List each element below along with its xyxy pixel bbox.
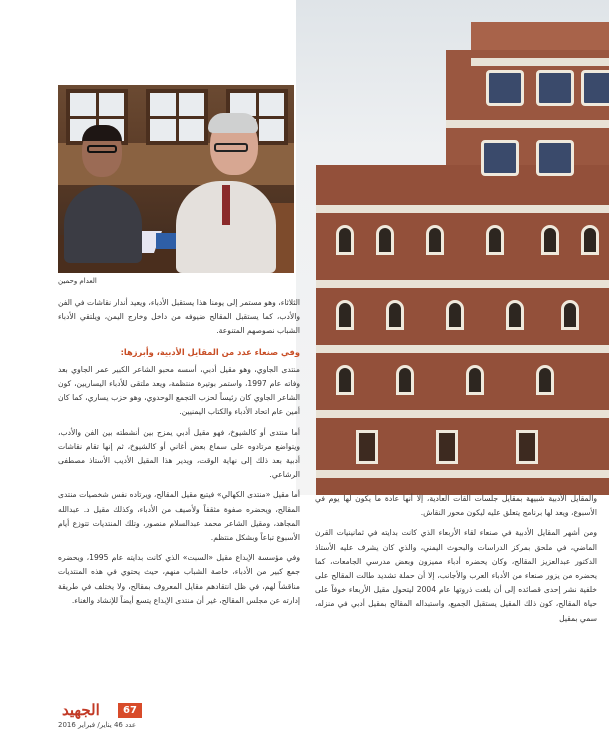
issue-info: عدد 46 يناير/ فبراير 2016 [58, 721, 137, 729]
photo-two-men [58, 85, 294, 273]
article-column-right [315, 492, 597, 626]
section-heading: وفي صنعاء عدد من المقايل الأدبية، وأبرزها: [120, 346, 300, 357]
photo-caption: العدام وحمين [58, 277, 97, 285]
paragraph: منتدى الجاوي، وهو مقيل أدبي، أسسه محبو الشاعر الكبير عمر الجاوي بعد وفاته عام 1997، واستمر بوتيرة منتظمة، ويعد ملتقى للأدباء اليساريين، كون الشاعر الجاوي كان رئيساً لحزب التجمع الوحدوي، وهو حزب يساري، كما كان أمين عام اتحاد الأدباء والكتاب اليمنيين. [58, 364, 300, 417]
paragraph: الثلاثاء، وهو مستمر إلى يومنا هذا يستقبل الأدباء، ويعيد أندار نقاشات في الفن والأدب، كما يستقبل المقالح ضيوفه من داخل وخارج اليمن، ويلتقي الأدباء الشباب نصوصهم المتنوعة. [58, 298, 300, 336]
paragraph: والمقايل الأدبية شبيهة بمقايل جلسات القات العادية، إلا أنها عادة ما يكون لها يوم في الأسبوع، ويعد لها برنامج يتعلق عليه ليكون محور النقاش. [315, 494, 597, 518]
page-number: 67 [118, 703, 142, 718]
paragraph: أما مقيل «منتدى الكهالي» فيتبع مقيل المقالح، ويرتاده نفس شخصيات منتدى المقالح، ويحضره صفوة مثقفاً ولأصيف من الأدباء، وكذلك مقيل د. عبدالله المجاهد، ومقيل الشاعر محمد عبدالسلام منصور، وتلك المنتديات تتوزع أيام الأسبوع تباعاً وبشكل منتظم. [58, 490, 300, 543]
paragraph: أما منتدى أو كالشيوخ، فهو مقيل أدبي يمزج بين أنشطته بين الفن والأدب، ويتواضع مرتادوه على سماع بعض أغاني أو كالشيوخ، ثم إنها تقام نقاشات أدبية بعد ذلك إلى نهاية الوقت، ويدير هذا المقيل الأديب الأستاذ مصطفى الرشاعي. [58, 427, 300, 480]
paragraph: وفي مؤسسة الإبداع مقيل «السبت» الذي كانت بدايته عام 1995، ويحضره جمع كبير من الأدباء، خاصة الشباب منهم، حيث يحتوي في هذه المنتديات مناقشاً لهم، في ظل انتقادهم مقايل المعروف بمقالح، ولا يختلف في طريقة إدارته عن مجلس المقالح، غير أن منتدى الإبداع يتسع أيضاً للإنشاد والغناء. [58, 553, 300, 605]
article-column-left [58, 296, 300, 608]
photo-sanaa-building [296, 0, 609, 495]
paragraph: ومن أشهر المقايل الأدبية في صنعاء لقاء الأربعاء الذي كانت بدايته في ثمانينيات القرن الماضي، في ملحق بمركز الدراسات والبحوث اليمني، والذي كان يشرف عليه الأستاذ الدكتور عبدالعزيز المقالح، وكان يحضره أدباء مميزون وبعض مدرسي الجامعات، كما يحضره من يزور صنعاء من الأدباء العرب والأجانب، إلا أن حملة تشديد طالت المقالح على خلفية نشر إحدى قصائده إلى أن بلغت ذروتها عام 2004 ليتحول مقيل الأربعاء خوفاً على حياة المقالح، كون ذلك المقيل يستقبل الجميع، واستبداله المقالح بمقيل أدبي في منزله، سمي بمقيل [315, 528, 598, 623]
magazine-logo: الجهيد [62, 701, 100, 719]
